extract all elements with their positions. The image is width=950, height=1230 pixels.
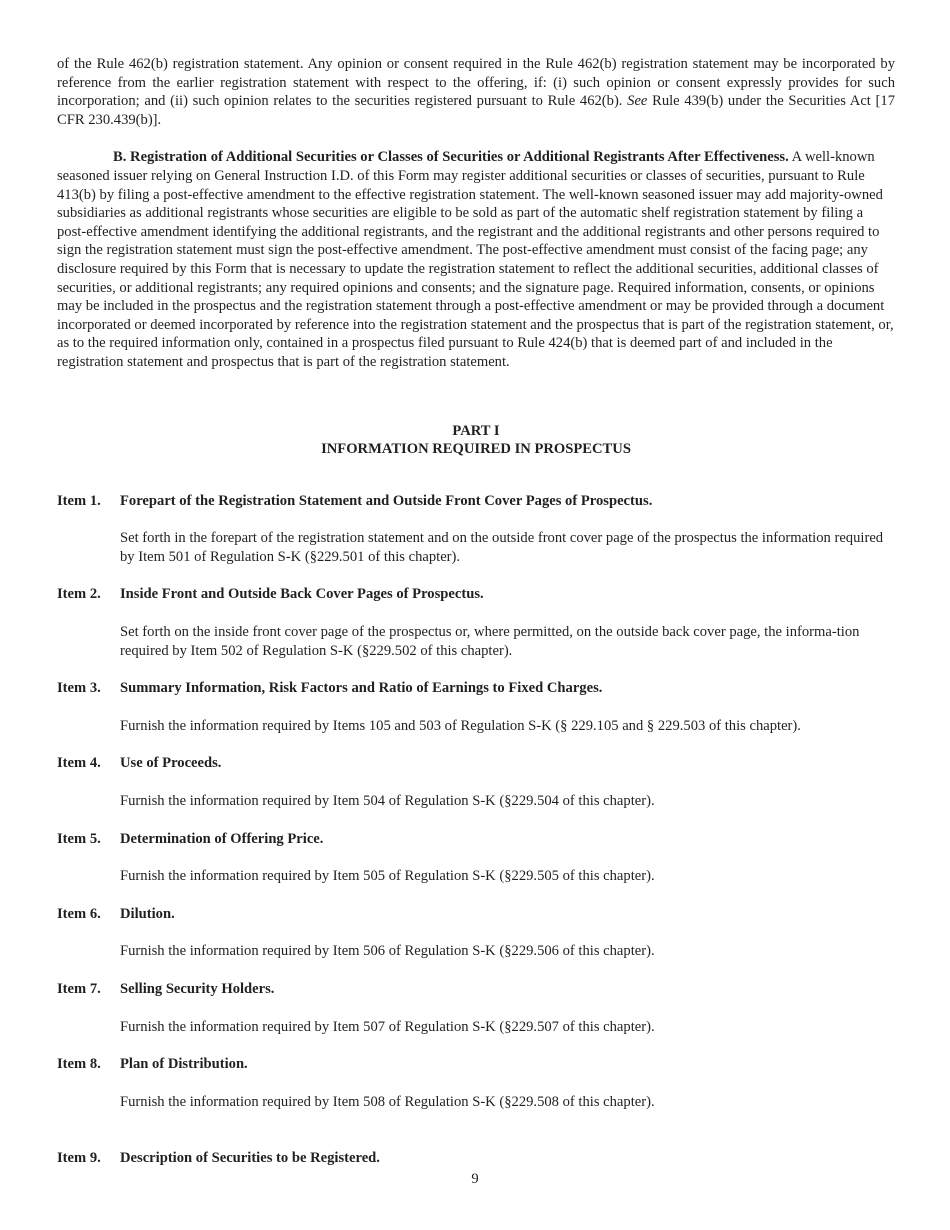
item-7 <box>57 980 895 1036</box>
item-1 <box>57 492 895 567</box>
item-title-row <box>57 1149 895 1168</box>
document-page <box>57 55 895 1168</box>
item-number: Item 8. <box>57 1056 101 1073</box>
item-body: Furnish the information required by Item 504 of Regulation S-K (§229.504 of this chapter). <box>120 793 655 810</box>
item-number: Item 7. <box>57 981 101 997</box>
item-5 <box>57 830 895 886</box>
item-title-row <box>57 830 895 849</box>
page-number: 9 <box>471 1171 479 1187</box>
item-body: Furnish the information required by Item 507 of Regulation S-K (§229.507 of this chapter). <box>120 1018 655 1035</box>
item-title: Use of Proceeds. <box>120 755 222 772</box>
item-number: Item 9. <box>57 1150 101 1167</box>
item-number: Item 3. <box>57 680 101 697</box>
part-title: PART I <box>452 422 500 439</box>
item-title-row <box>57 905 895 924</box>
item-number: Item 2. <box>57 586 101 603</box>
item-title-row <box>57 492 895 511</box>
item-number: Item 4. <box>57 755 101 772</box>
item-title: Inside Front and Outside Back Cover Pages of Prospectus. <box>120 586 484 603</box>
item-body: Furnish the information required by Item 505 of Regulation S-K (§229.505 of this chapter). <box>120 868 655 885</box>
section-b-paragraph <box>57 148 895 371</box>
item-title: Determination of Offering Price. <box>120 830 324 847</box>
item-title: Selling Security Holders. <box>120 981 275 997</box>
item-9 <box>57 1149 895 1168</box>
item-4 <box>57 754 895 810</box>
item-title: Dilution. <box>120 905 175 922</box>
item-number: Item 6. <box>57 905 101 922</box>
item-title: Plan of Distribution. <box>120 1056 248 1073</box>
item-body: Furnish the information required by Item 506 of Regulation S-K (§229.506 of this chapter). <box>120 943 655 960</box>
item-title: Summary Information, Risk Factors and Ratio of Earnings to Fixed Charges. <box>120 680 603 697</box>
item-3 <box>57 679 895 735</box>
section-b-body: A well-known seasoned issuer relying on General Instruction I.D. of this Form may register additional securities or classes of securities, pursuant to Rule 413(b) by filing a post-effective amendment to the effective registration statement. The well-known seasoned issuer may add majority-owned subsidiaries as additional registrants whose securities are eligible to be sold as part of the automatic shelf registration statement by filing a post-effective amendment identifying the additional registrants, and the registrant and the additional registrants and other persons required to sign the registration statement must sign the post-effective amendment. The post-effective amendment must consist of the facing page; any disclosure required by this Form that is necessary to update the registration statement to reflect the additional securities, additional classes of securities, or additional registrants; any required opinions and consents; and the signature page. Required information, consents, or opinions may be included in the prospectus and the registration statement through a post-effective amendment or may be provided through a document incorporated or deemed incorporated by reference into the registration statement and the prospectus that is part of the registration statement, or, as to the required information only, contained in a prospectus filed pursuant to Rule 424(b) that is deemed part of and included in the registration statement and prospectus that is part of the registration statement. <box>57 149 894 370</box>
intro-text-part2: Rule 439(b) under the Securities Act [17 CFR 230.439(b)]. <box>57 93 895 128</box>
item-title-row <box>57 585 895 604</box>
item-body: Furnish the information required by Items 105 and 503 of Regulation S-K (§ 229.105 and § 229.503 of this chapter). <box>120 717 801 734</box>
item-title-row <box>57 1055 895 1074</box>
item-body: Set forth on the inside front cover page of the prospectus or, where permitted, on the outside back cover page, the informa-tion required by Item 502 of Regulation S-K (§229.502 of this chapter). <box>120 624 860 659</box>
item-title: Description of Securities to be Registered. <box>120 1150 380 1167</box>
item-8 <box>57 1055 895 1111</box>
intro-see: See <box>627 93 648 110</box>
item-body: Set forth in the forepart of the registration statement and on the outside front cover page of the prospectus the information required by Item 501 of Regulation S-K (§229.501 of this chapter). <box>120 530 884 565</box>
item-title-row <box>57 754 895 773</box>
intro-text-part1: of the Rule 462(b) registration statement. Any opinion or consent required in the Rule 462(b) registration statement may be incorporated by reference from the earlier registration statement with respect to the offering, if: (i) such opinion or consent expressly provides for such incorporation; and (ii) such opinion relates to the securities registered pursuant to Rule 462(b). <box>57 56 895 110</box>
item-title: Forepart of the Registration Statement and Outside Front Cover Pages of Prospectus. <box>120 492 653 509</box>
item-6 <box>57 905 895 961</box>
item-body: Furnish the information required by Item 508 of Regulation S-K (§229.508 of this chapter). <box>120 1093 655 1110</box>
part-heading <box>57 422 895 459</box>
part-subtitle: INFORMATION REQUIRED IN PROSPECTUS <box>321 441 631 458</box>
intro-paragraph <box>57 55 895 129</box>
item-2 <box>57 585 895 660</box>
section-b-heading: B. Registration of Additional Securities or Classes of Securities or Additional Registrants After Effectiveness. <box>113 149 789 166</box>
item-title-row <box>57 980 895 999</box>
item-number: Item 5. <box>57 830 101 847</box>
item-title-row <box>57 679 895 698</box>
item-number: Item 1. <box>57 492 101 509</box>
